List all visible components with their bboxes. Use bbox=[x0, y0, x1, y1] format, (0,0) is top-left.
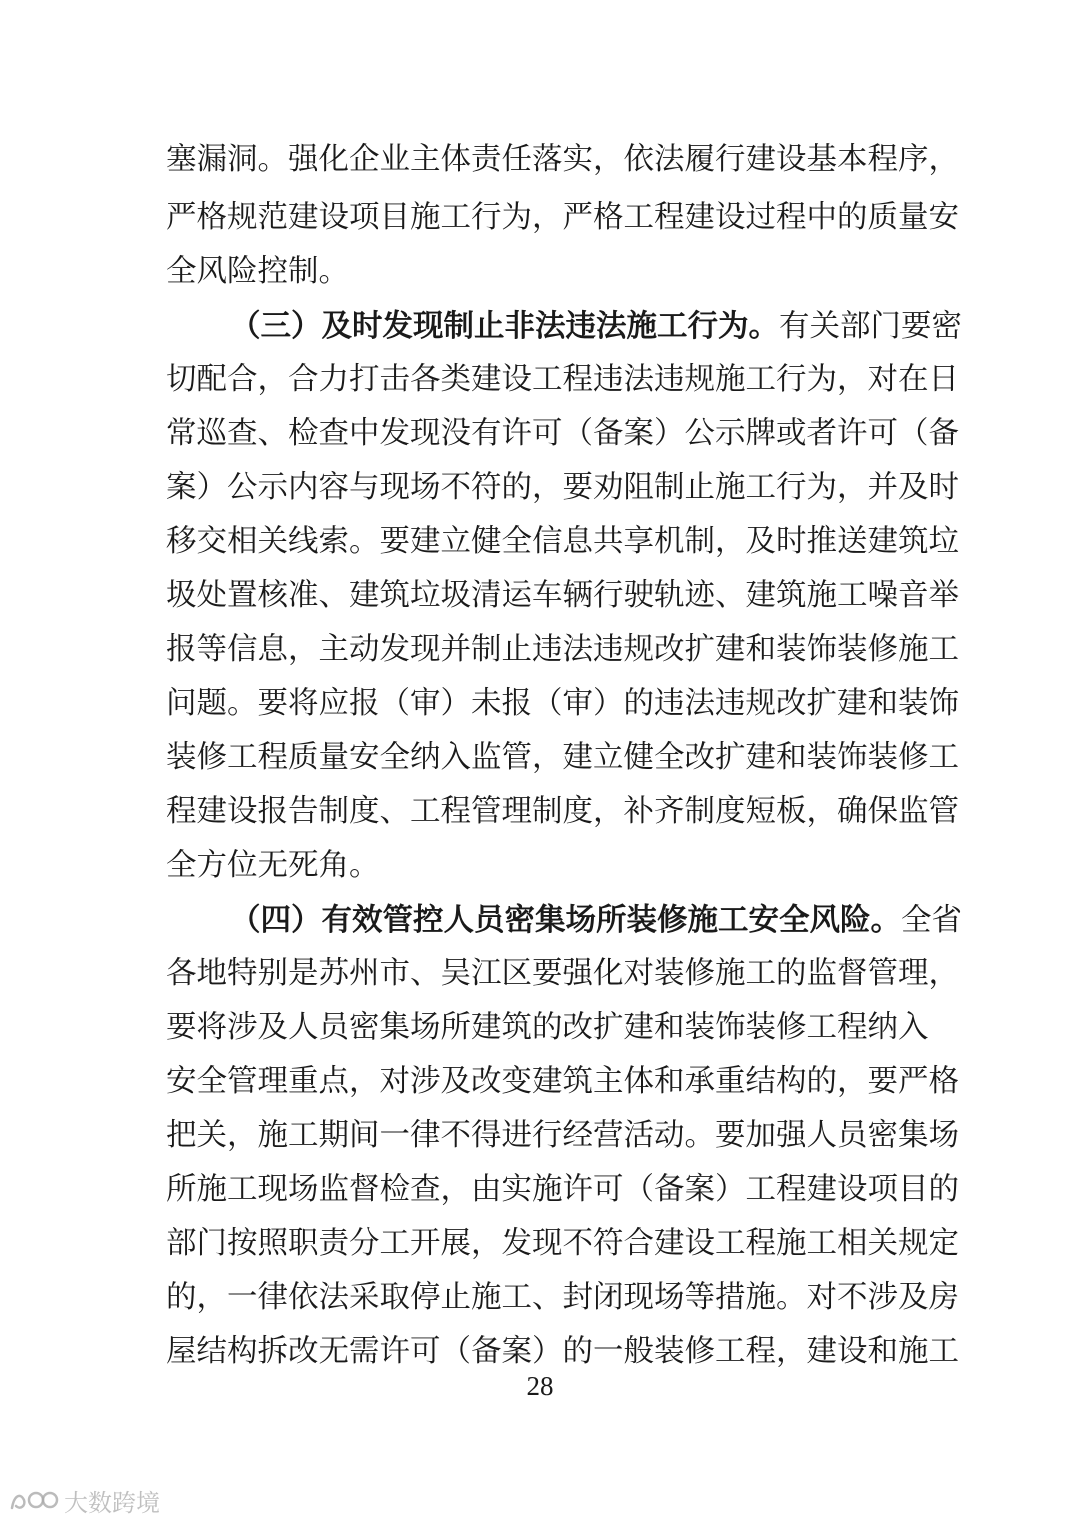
section-heading: （三）及时发现制止非法违法施工行为。 bbox=[230, 308, 779, 344]
text-line: 的，一律依法采取停止施工、封闭现场等措施。对不涉及房 bbox=[166, 1280, 959, 1315]
text-line: 部门按照职责分工开展，发现不符合建设工程施工相关规定 bbox=[166, 1226, 959, 1261]
text-line: 装修工程质量安全纳入监管，建立健全改扩建和装饰装修工 bbox=[166, 740, 959, 775]
text-line: 报等信息，主动发现并制止违法违规改扩建和装饰装修施工 bbox=[166, 632, 959, 667]
text-line: 要将涉及人员密集场所建筑的改扩建和装饰装修工程纳入 bbox=[166, 1010, 929, 1045]
page-number: 28 bbox=[526, 1371, 554, 1401]
text-line: 严格规范建设项目施工行为，严格工程建设过程中的质量安 bbox=[166, 200, 959, 235]
text-line: 全风险控制。 bbox=[166, 254, 349, 289]
text-line: 移交相关线索。要建立健全信息共享机制，及时推送建筑垃 bbox=[166, 524, 959, 559]
watermark-logo-icon bbox=[8, 1486, 60, 1514]
text-line: 程建设报告制度、工程管理制度，补齐制度短板，确保监管 bbox=[166, 794, 959, 829]
text-line: 问题。要将应报（审）未报（审）的违法违规改扩建和装饰 bbox=[166, 686, 959, 721]
text-line: 把关，施工期间一律不得进行经营活动。要加强人员密集场 bbox=[166, 1118, 959, 1153]
text-line: 塞漏洞。强化企业主体责任落实，依法履行建设基本程序， bbox=[166, 142, 959, 177]
text-line: 安全管理重点，对涉及改变建筑主体和承重结构的，要严格 bbox=[166, 1064, 959, 1099]
text-line: 切配合，合力打击各类建设工程违法违规施工行为，对在日 bbox=[166, 362, 959, 397]
section-heading-line bbox=[230, 900, 962, 940]
text-line: 案）公示内容与现场不符的，要劝阻制止施工行为，并及时 bbox=[166, 470, 959, 505]
section-text: 全省 bbox=[901, 903, 962, 938]
text-line: 各地特别是苏州市、吴江区要强化对装修施工的监督管理， bbox=[166, 956, 959, 991]
text-line: 常巡查、检查中发现没有许可（备案）公示牌或者许可（备 bbox=[166, 416, 959, 451]
watermark-text: 大数跨境 bbox=[64, 1488, 160, 1517]
section-heading: （四）有效管控人员密集场所装修施工安全风险。 bbox=[230, 902, 901, 938]
watermark bbox=[8, 1480, 160, 1520]
text-line: 圾处置核准、建筑垃圾清运车辆行驶轨迹、建筑施工噪音举 bbox=[166, 578, 959, 613]
section-heading-line bbox=[230, 306, 962, 346]
text-line: 所施工现场监督检查，由实施许可（备案）工程建设项目的 bbox=[166, 1172, 959, 1207]
section-text: 有关部门要密 bbox=[779, 309, 962, 344]
text-line: 全方位无死角。 bbox=[166, 848, 380, 883]
text-line: 屋结构拆改无需许可（备案）的一般装修工程，建设和施工 bbox=[166, 1334, 959, 1369]
